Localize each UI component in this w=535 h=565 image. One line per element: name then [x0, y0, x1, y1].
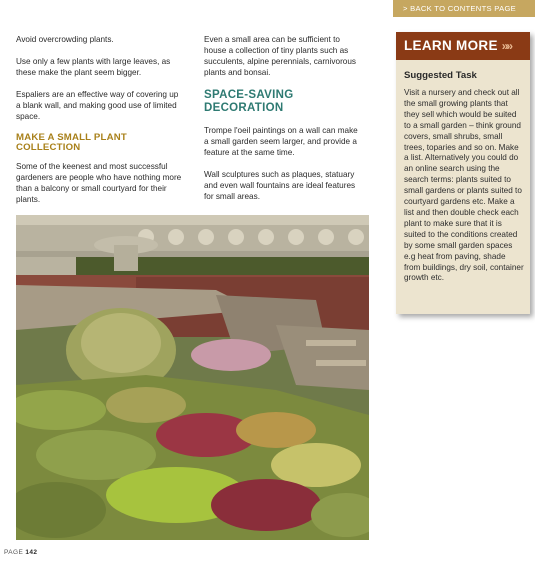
learn-more-box — [396, 32, 530, 314]
body-paragraph: Wall sculptures such as plaques, statuary and even wall fountains are ideal features for small areas. — [204, 170, 356, 201]
page-number — [4, 549, 37, 556]
page-label: PAGE — [4, 549, 24, 556]
body-paragraph: Espaliers are an effective way of covering up a blank wall, and making good use of limited space. — [16, 90, 179, 121]
body-paragraph: Use only a few plants with large leaves, as these make the plant seem bigger. — [16, 57, 171, 77]
back-to-contents-link[interactable]: > BACK TO CONTENTS PAGE — [393, 0, 535, 17]
learn-more-title: LEARN MORE — [404, 38, 498, 53]
garden-photo — [16, 215, 369, 540]
left-column — [16, 34, 184, 216]
middle-column — [204, 34, 364, 213]
body-paragraph: Avoid overcrowding plants. — [16, 35, 114, 44]
body-paragraph: Even a small area can be sufficient to house a collection of tiny plants such as succulents, alpine perennials, carnivorous plants and bonsai. — [204, 35, 357, 77]
body-paragraph: Some of the keenest and most successful gardeners are people who have nothing more than a balcony or small courtyard for their plants. — [16, 162, 182, 204]
suggested-task-title: Suggested Task — [404, 70, 477, 81]
double-chevron-icon: »» — [501, 39, 512, 53]
page-number-value: 142 — [25, 549, 38, 556]
section-heading-small-plant-collection: MAKE A SMALL PLANT COLLECTION — [16, 132, 127, 153]
section-heading-space-saving: SPACE-SAVING DECORATION — [204, 89, 294, 114]
body-paragraph: Trompe l'oeil paintings on a wall can make a small garden seem larger, and provide a feature at the same time. — [204, 126, 358, 157]
suggested-task-body: Visit a nursery and check out all the small growing plants that they sell which would be suited to a small garden – think ground covers, small shrubs, small trees, toparies and so on. Make a list. Alternatively you could do an online search using the search terms: plants suited to small gardens or plants suited to courtyard gardens etc. Make a list and then double check each plant to make sure that it is suited to the conditions created by some small garden spaces e.g heat from paving, shade from buildings, dry soil, container growth etc. — [404, 88, 524, 283]
learn-more-header — [396, 32, 530, 60]
